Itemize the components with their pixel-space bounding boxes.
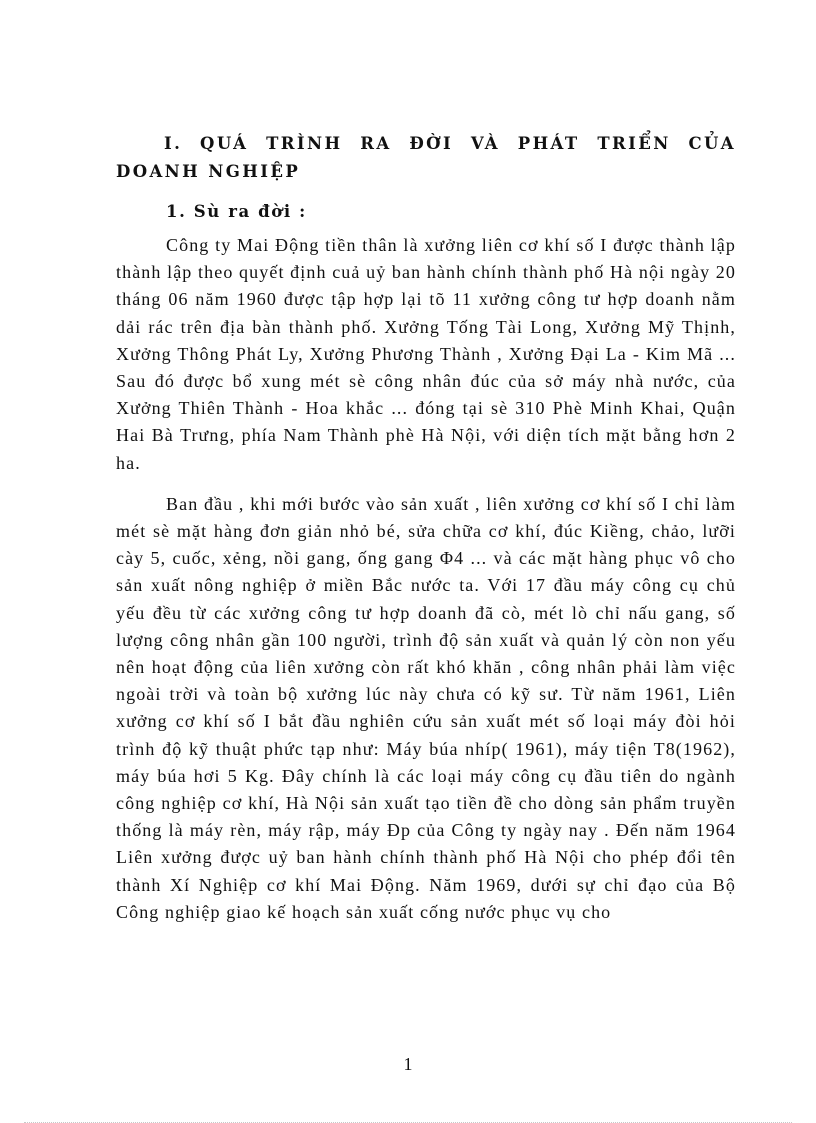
paragraph-1: Công ty Mai Động tiền thân là xưởng liên cơ khí số I được thành lập thành lập theo quyết định cuả uỷ ban hành chính thành phố Hà nội ngày 20 tháng 06 năm 1960 được tập hợp lại tõ 11 xưởng công tư hợp doanh nằm dải rác trên địa bàn thành phố. Xưởng Tống Tài Long, Xưởng Mỹ Thịnh, Xưởng Thông Phát Ly, Xưởng Phương Thành , Xưởng Đại La - Kim Mã ... Sau đó được bổ xung mét sè công nhân đúc của sở máy nhà nước, của Xưởng Thiên Thành - Hoa khắc ... đóng tại sè 310 Phè Minh Khai, Quận Hai Bà Trưng, phía Nam Thành phè Hà Nội, với diện tích mặt bằng hơn 2 ha. (116, 235, 736, 473)
paragraph-2: Ban đầu , khi mới bước vào sản xuất , liên xưởng cơ khí số I chỉ làm mét sè mặt hàng đơn giản nhỏ bé, sửa chữa cơ khí, đúc Kiềng, chảo, lưỡi cày 5, cuốc, xẻng, nồi gang, ống gang Φ4 ... và các mặt hàng phục vô cho sản xuất nông nghiệp ở miền Bắc nước ta. Với 17 đầu máy công cụ chủ yếu đều từ các xưởng công tư hợp doanh đã cò, mét lò chỉ nấu gang, số lượng công nhân gần 100 người, trình độ sản xuất và quản lý còn non yếu nên hoạt động của liên xưởng còn rất khó khăn , công nhân phải làm việc ngoài trời và toàn bộ xưởng lúc này chưa có kỹ sư. Từ năm 1961, Liên xưởng cơ khí số I bắt đầu nghiên cứu sản xuất mét số loại máy đòi hỏi trình độ kỹ thuật phức tạp như: Máy búa nhíp( 1961), máy tiện T8(1962), máy búa hơi 5 Kg. Đây chính là các loại máy công cụ đầu tiên do ngành công nghiệp cơ khí, Hà Nội sản xuất tạo tiền đề cho dòng sản phẩm truyền thống là máy rèn, máy rập, máy Đp của Công ty ngày nay . Đến năm 1964 Liên xưởng được uỷ ban hành chính thành phố Hà Nội cho phép đổi tên thành Xí Nghiệp cơ khí Mai Động. Năm 1969, dưới sự chỉ đạo của Bộ Công nghiệp giao kế hoạch sản xuất cống nước phục vụ cho (116, 493, 736, 922)
subsection-heading: 1. Sù ra đời : (166, 202, 307, 221)
document-body (116, 130, 736, 926)
section-heading: I. QUÁ TRÌNH RA ĐỜI VÀ PHÁT TRIỂN CỦA DOANH NGHIỆP (116, 134, 736, 181)
page-number: 1 (403, 1054, 413, 1074)
